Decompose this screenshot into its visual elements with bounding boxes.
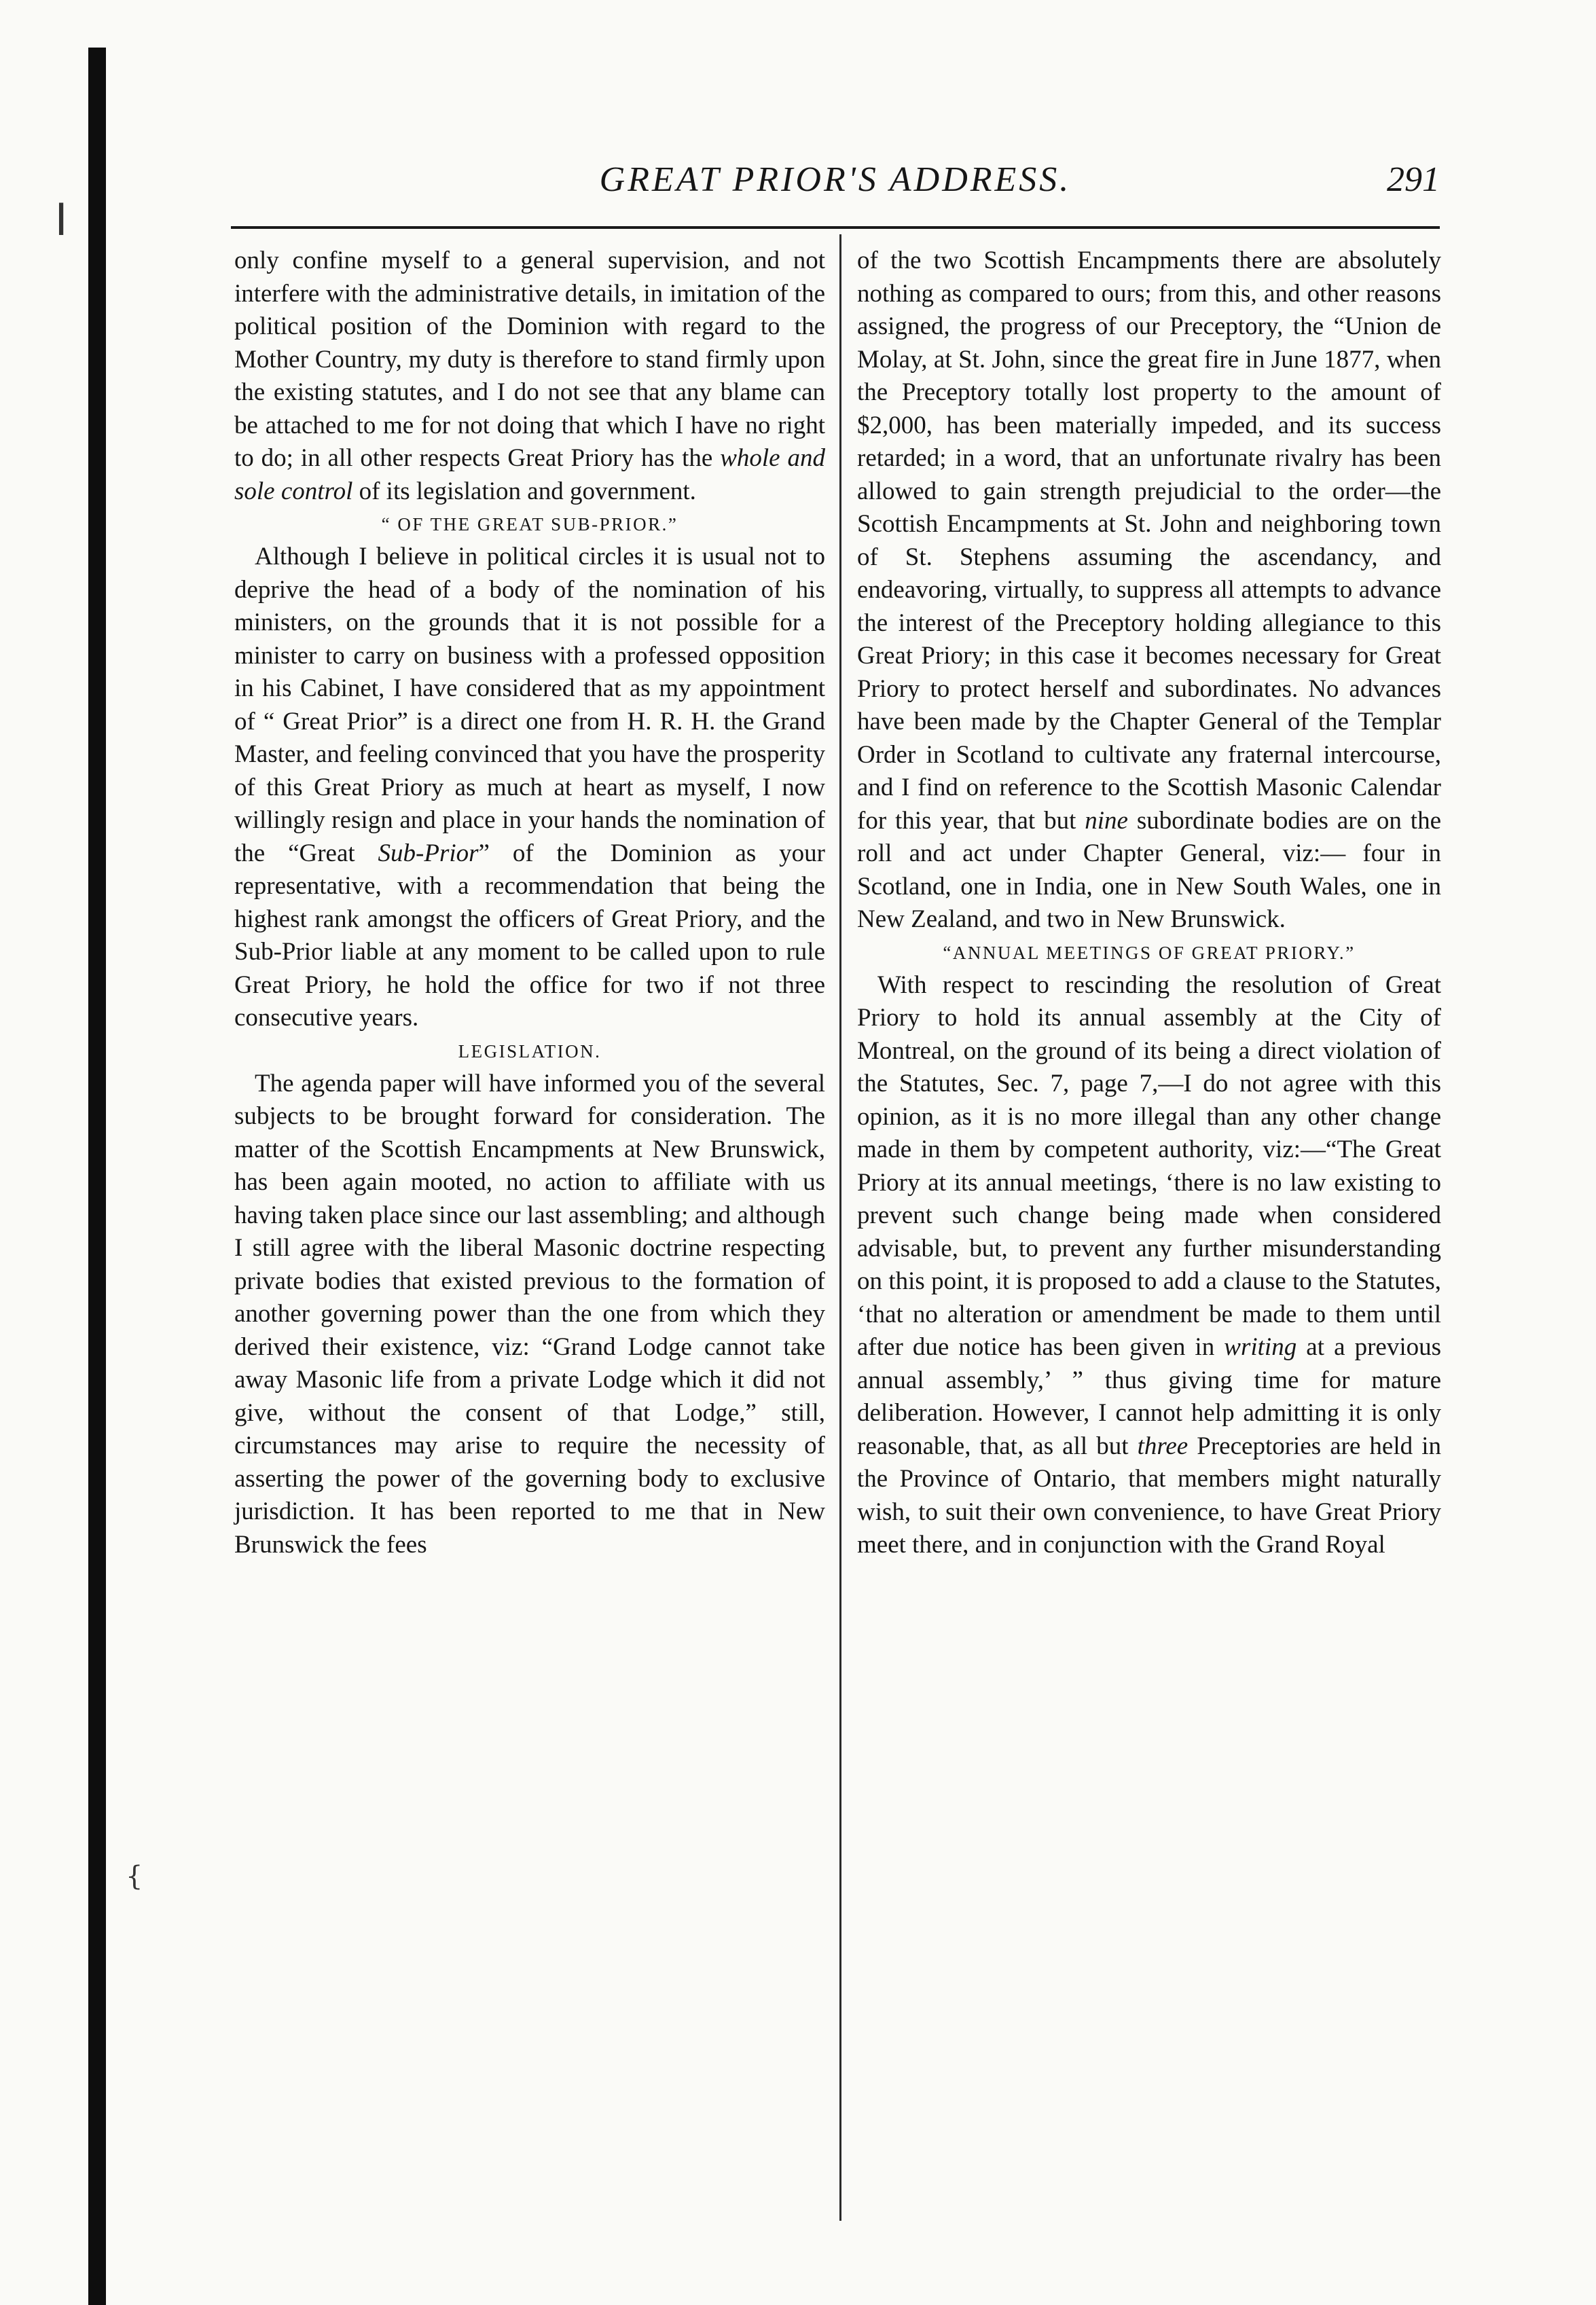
- right-column: [857, 244, 1441, 1562]
- paragraph: [857, 969, 1441, 1562]
- left-column: [234, 244, 825, 1561]
- section-heading: LEGISLATION.: [458, 1040, 602, 1061]
- text-run: only confine myself to a general supervision, and not interfere with the administrative details, in imitation of the political position of the Dominion with regard to the Mother Country, my duty is therefore to stand firmly upon the existing statutes, and I do not see that any blame can be attached to me for not doing that which I have no right to do; in all other respects Great Priory has the: [234, 247, 825, 472]
- text-run: Preceptories are held in the Province of Ontario, that members might naturally wish, to suit their own convenience, to have Great Priory meet there, and in conjunction with the Grand Royal: [857, 1432, 1441, 1559]
- column-divider: [839, 234, 841, 2221]
- paragraph: [857, 244, 1441, 937]
- running-header: [231, 153, 1440, 207]
- text-run: ” of the Dominion as your representative, with a recommendation that being the highest rank amongst the officers of Great Priory, and the Sub-Prior liable at any moment to be called upon to rule Great Priory, he hold the office for two if not three consecutive years.: [234, 839, 825, 1032]
- margin-mark: {: [126, 1861, 143, 1892]
- margin-mark: ┃: [53, 204, 70, 235]
- page-number: 291: [1387, 160, 1440, 199]
- emphasis: writing: [1224, 1333, 1297, 1361]
- paragraph: The agenda paper will have informed you of the several subjects to be brought forward for consideration. The matter of the Scottish Encampments at New Brunswick, has been again mooted, no action to affiliate with us having taken place since our last assembling; and although I still agree with the liberal Masonic doctrine respecting private bodies that existed previous to the formation of another governing power than the one from which they derived their existence, viz: “Grand Lodge cannot take away Masonic life from a private Lodge which it did not give, without the consent of that Lodge,” still, circumstances may arise to require the necessity of asserting the power of the governing body to exclusive jurisdiction. It has been reported to me that in New Brunswick the fees: [234, 1069, 825, 1559]
- emphasis: three: [1137, 1432, 1189, 1460]
- emphasis: nine: [1085, 806, 1128, 835]
- text-run: With respect to rescinding the resolution of Great Priory to hold its annual assembly at the City of Montreal, on the ground of its being a direct violation of the Statutes, Sec. 7, page 7,—I do not agree with this opinion, as it is no more illegal than any other change made in them by competent authority, viz:—“The Great Priory at its annual meetings, ‘there is no law existing to prevent such change being made when considered advisable, but, to prevent any further misunderstanding on this point, it is proposed to add a clause to the Statutes, ‘that no alteration or amendment be made to them until after due notice has been given in: [857, 970, 1441, 1361]
- text-run: Although I believe in political circles it is usual not to deprive the head of a body of the nomination of his ministers, on the grounds that it is not possible for a minister to carry on business with a professed opposition in his Cabinet, I have considered that as my appointment of “ Great Prior” is a direct one from H. R. H. the Grand Master, and feeling convinced that you have the prosperity of this Great Priory as much at heart as myself, I now willingly resign and place in your hands the nomination of the “Great: [234, 543, 825, 867]
- header-rule: [231, 226, 1440, 229]
- text-run: of the two Scottish Encampments there are absolutely nothing as compared to ours; from this, and other reasons assigned, the progress of our Preceptory, the “Union de Molay, at St. John, since the great fire in June 1877, when the Preceptory totally lost property to the amount of $2,000, has been materially impeded, and its success retarded; in a word, that an unfortunate rivalry has been allowed to gain strength prejudicial to the order—the Scottish Encampments at St. John and neighboring town of St. Stephens assuming the ascendancy, and endeavoring, virtually, to suppress all attempts to advance the interest of the Preceptory holding allegiance to this Great Priory; in this case it becomes necessary for Great Priory to protect herself and subordinates. No advances have been made by the Chapter General of the Templar Order in Scotland to cultivate any fraternal intercourse, and I find on reference to the Scottish Masonic Calendar for this year, that but: [857, 247, 1441, 835]
- emphasis: Sub-Prior: [378, 839, 479, 867]
- paragraph: [234, 244, 825, 508]
- running-title: GREAT PRIOR'S ADDRESS.: [599, 160, 1072, 199]
- binding-edge: [88, 48, 106, 2305]
- text-run: at a previous annual assembly,’ ” thus giving time for mature deliberation. However, I cannot help admitting it is only reasonable, that, as all but: [857, 1333, 1441, 1460]
- paragraph: [234, 541, 825, 1035]
- emphasis: whole and sole control: [234, 444, 826, 505]
- text-run: subordinate bodies are on the roll and act under Chapter General, viz:— four in Scotland, one in India, one in New South Wales, one in New Zealand, and two in New Brunswick.: [857, 806, 1441, 933]
- text-run: of its legislation and government.: [352, 477, 696, 505]
- section-heading: “ANNUAL MEETINGS OF GREAT PRIORY.”: [943, 942, 1356, 963]
- section-heading: “ OF THE GREAT SUB-PRIOR.”: [381, 514, 678, 534]
